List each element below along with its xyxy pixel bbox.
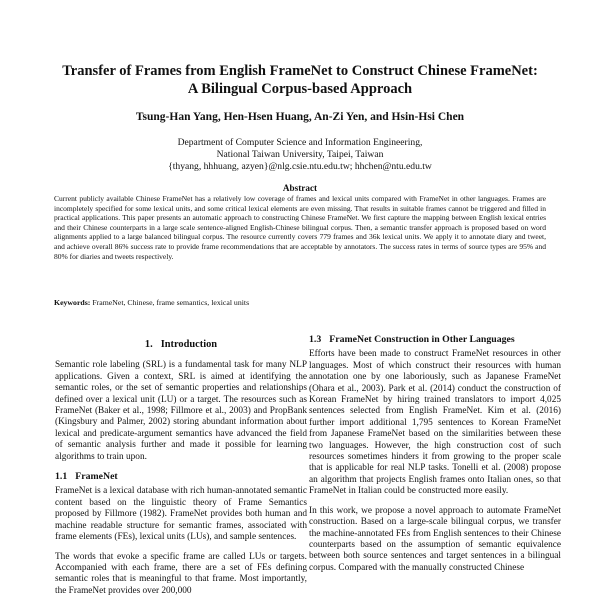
subsection-number: 1.1: [55, 471, 68, 483]
abstract-text: Current publicly available Chinese FrameNet has a relatively low coverage of frames and lexical units compared with FrameNet in other languages. Frames are incompletely specified for some lexical units, and some critical lexical elements are even missing. That results in suitable frames cannot be triggered and filled in practical applications. This paper presents an automatic approach to constructing Chinese FrameNet. We first capture the mapping between English lexical entries and their Chinese counterparts in a large scale sentence-aligned English-Chinese bilingual corpus. Then, a semantic transfer approach is proposed based on word alignments applied to a large balanced bilingual corpus. The resource currently covers 779 frames and 36k lexical units. We apply it to annotate diary and tweet, and achieve overall 86% success rate to provide frame recommendations that are acceptable by annotators. The success rates in terms of source types are 95% and 80% for diaries and tweets respectively.: [54, 194, 546, 261]
intro-paragraph: Semantic role labeling (SRL) is a fundamental task for many NLP applications. Given a context, SRL is aimed at identifying the semantic roles, or the set of semantic properties and relationships defined over a lexical unit (LU) or a target. The resources such as FrameNet (Baker et al., 1998; Fillmore et al., 2003) and PropBank (Kingsbury and Palmer, 2002) storing abundant information about lexical and predicate-argument semantics have advanced the field of semantic analysis further and made it possible for learning algorithms to train upon.: [55, 360, 307, 462]
keywords-text: FrameNet, Chinese, frame semantics, lexical units: [92, 298, 250, 307]
subsection-heading-other-languages: [309, 334, 561, 345]
affiliation: [30, 137, 570, 173]
subsection-number: 1.3: [309, 334, 322, 345]
subsection-title: FrameNet: [75, 471, 118, 483]
subsection-title: FrameNet Construction in Other Languages: [329, 334, 515, 345]
section-title: Introduction: [160, 339, 218, 350]
framenet-paragraph-1: FrameNet is a lexical database with rich human-annotated semantic content based on the linguistic theory of Frame Semantics proposed by Fillmore (1982). FrameNet provides both human and machine readable structure for semantic frames, associated with frame elements (FEs), lexical units (LUs), and sample sentences.: [55, 486, 307, 543]
keywords: [54, 298, 546, 307]
other-languages-paragraph-1: Efforts have been made to construct FrameNet resources in other languages. Most of which construct their resources with human annotation one by one laboriously, such as Japanese FrameNet (Ohara et al., 2003). Park et al. (2014) conduct the construction of Korean FrameNet by hiring trained translators to import 4,025 sentences selected from English FrameNet. Kim et al. (2016) further import additional 1,795 sentences to Korean FrameNet from Japanese FrameNet based on the similarities between these two languages. However, the high construction cost of such resources sometimes hinders it from growing to the proper scale that is applicable for real NLP tasks. Tonelli et al. (2008) propose an algorithm that projects English frames onto Italian ones, so that FrameNet in Italian could be constructed more easily.: [309, 349, 561, 497]
affiliation-university: National Taiwan University, Taipei, Taiwan: [216, 149, 384, 160]
abstract-heading: Abstract: [282, 183, 318, 193]
title-line-1: Transfer of Frames from English FrameNet to Construct Chinese FrameNet:: [62, 63, 538, 79]
subsection-heading-framenet: [55, 471, 307, 482]
affiliation-emails: {thyang, hhhuang, azyen}@nlg.csie.ntu.edu.tw; hhchen@ntu.edu.tw: [168, 161, 432, 172]
section-heading-introduction: [55, 339, 307, 350]
right-column: [309, 334, 561, 582]
paper-title: [30, 62, 570, 98]
keywords-label: Keywords:: [54, 298, 91, 307]
section-number: 1.: [144, 339, 153, 350]
author-list: Tsung-Han Yang, Hen-Hsen Huang, An-Zi Yen, and Hsin-Hsi Chen: [135, 111, 465, 123]
affiliation-department: Department of Computer Science and Information Engineering,: [177, 137, 423, 148]
title-line-2: A Bilingual Corpus-based Approach: [187, 81, 413, 97]
left-column: [55, 339, 307, 605]
framenet-paragraph-2: The words that evoke a specific frame are called LUs or targets. Accompanied with each frame, there are a set of FEs defining semantic roles that is meaningful to that frame. Most importantly, the FrameNet provides over 200,000: [55, 551, 307, 596]
other-languages-paragraph-2: In this work, we propose a novel approach to automate FrameNet construction. Based on a large-scale bilingual corpus, we transfer the machine-annotated FEs from English sentences to their Chinese counterparts based on the assumption of semantic equivalence between both source sentences and target sentences in a bilingual corpus. Compared with the manually constructed Chinese: [309, 505, 561, 573]
